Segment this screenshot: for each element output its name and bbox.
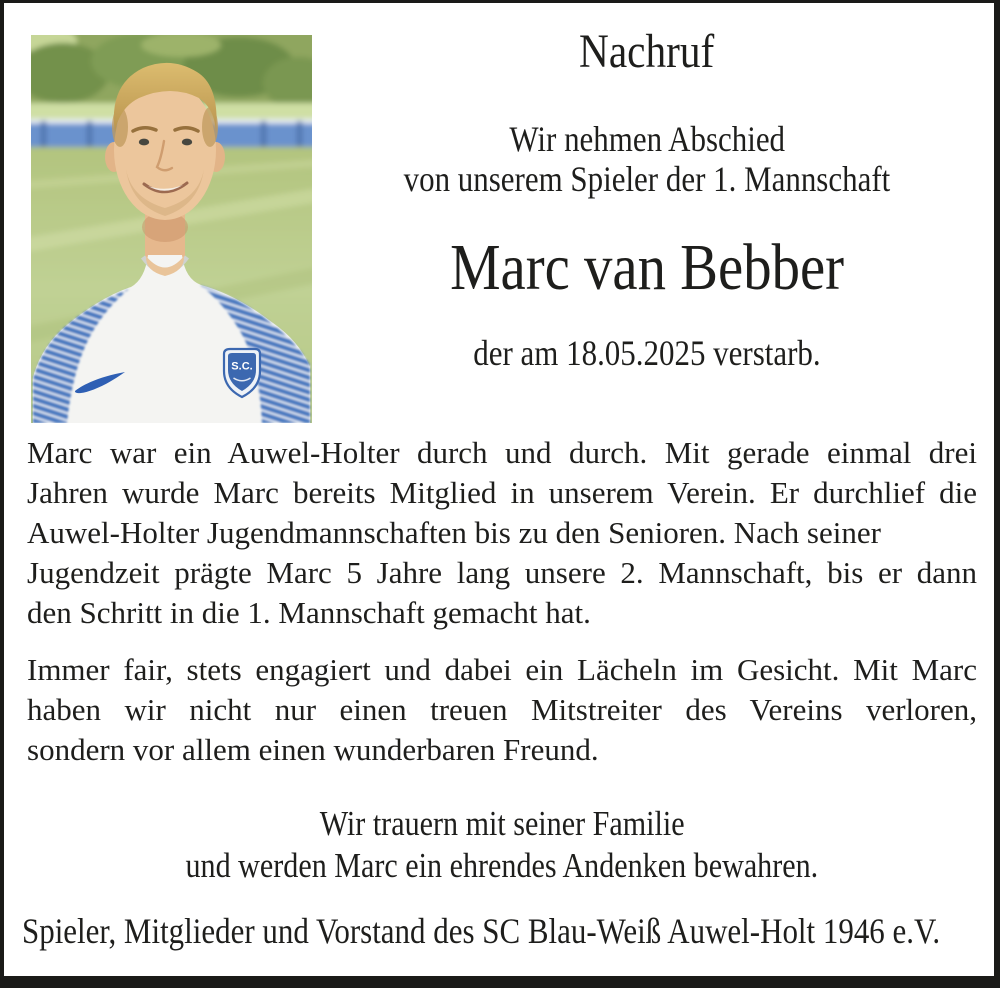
signature-row [22, 909, 982, 953]
eye-right [182, 139, 192, 146]
intro-line-2: von unserem Spieler der 1. Mannschaft [403, 159, 891, 199]
intro-text [320, 119, 974, 199]
eye-left [139, 139, 149, 146]
death-date-line: der am 18.05.2025 verstarb. [473, 333, 821, 373]
deceased-name: Marc van Bebber [449, 231, 844, 304]
paragraph-line: Auwel-Holter Jugendmannschaften bis zu den Senioren. Nach seiner [27, 515, 881, 550]
death-date-row [320, 331, 974, 375]
paragraph-line: Immer fair, stets engagiert und dabei ein Lächeln im Gesicht. Mit Marc [27, 652, 977, 687]
obituary-paragraph-2 [27, 650, 977, 770]
paragraph-line: Marc war ein Auwel-Holter durch und durch. Mit gerade einmal drei [27, 435, 977, 470]
player-photo-illustration [31, 35, 312, 423]
notice-title-row [320, 23, 974, 81]
closing-line-1: Wir trauern mit seiner Familie [319, 804, 685, 843]
closing-line-2: und werden Marc ein ehrendes Andenken bewahren. [185, 846, 819, 885]
intro-line-1: Wir nehmen Abschied [509, 119, 785, 159]
closing-text [27, 803, 977, 887]
signature-line: Spieler, Mitglieder und Vorstand des SC Blau-Weiß Auwel-Holt 1946 e.V. [22, 911, 941, 951]
obituary-paragraph-1 [27, 433, 977, 633]
paragraph-line: sondern vor allem einen wunderbaren Freund. [27, 732, 599, 767]
paragraph-line: Jahren wurde Marc bereits Mitglied in unserem Verein. Er durchlief die [27, 475, 977, 510]
paragraph-line: haben wir nicht nur einen treuen Mitstreiter des Vereins verloren, [27, 692, 977, 727]
header-column [320, 3, 974, 433]
paragraph-line: Jugendzeit prägte Marc 5 Jahre lang unsere 2. Mannschaft, bis er dann [27, 555, 977, 590]
notice-title: Nachruf [579, 25, 715, 78]
player-photo [31, 35, 312, 423]
crest-text: S.C. [231, 360, 253, 373]
paragraph-line: den Schritt in die 1. Mannschaft gemacht hat. [27, 595, 591, 630]
deceased-name-row [320, 231, 974, 305]
